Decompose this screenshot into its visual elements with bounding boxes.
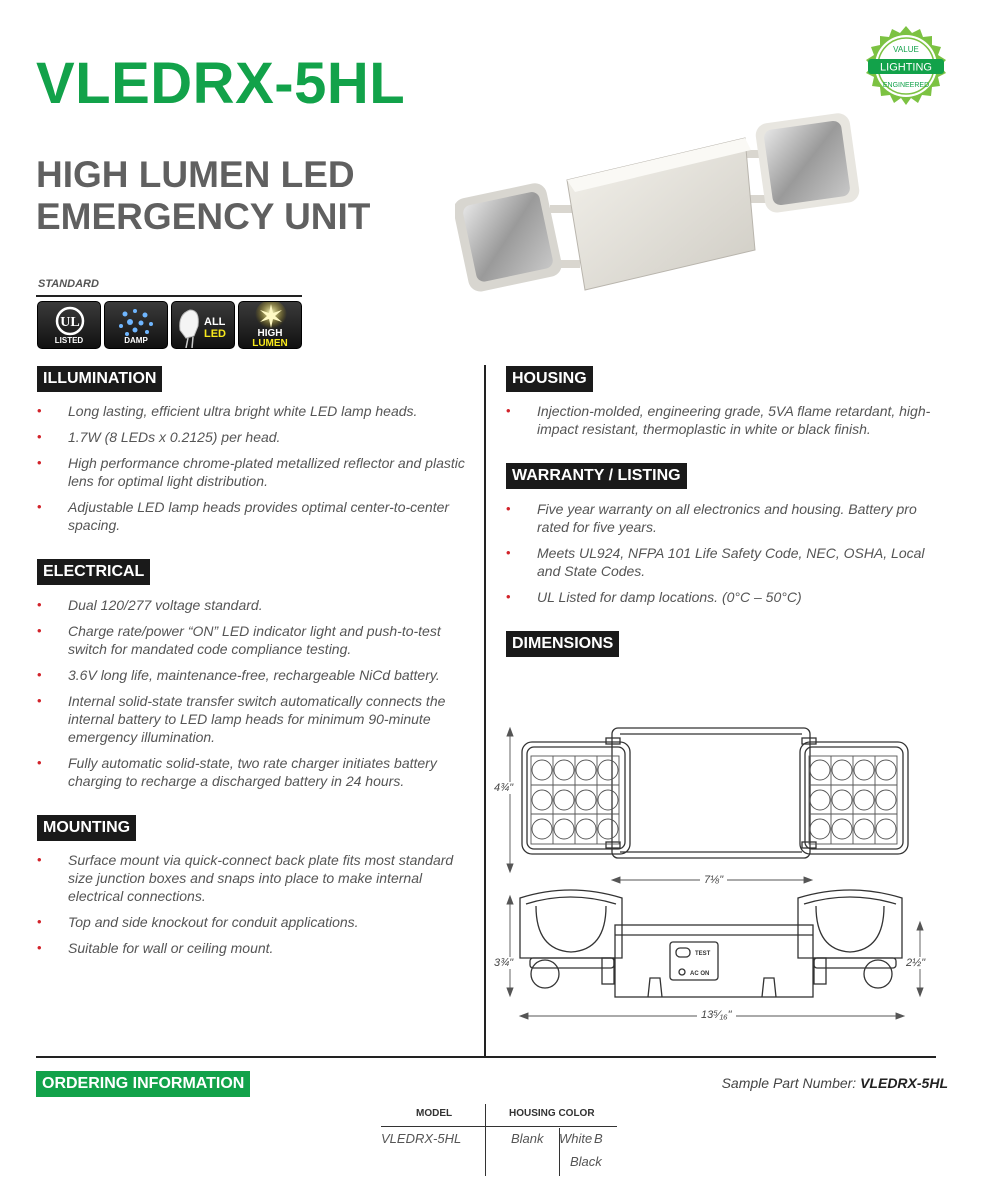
section-divider: [36, 1056, 936, 1058]
sample-value: VLEDRX-5HL: [860, 1075, 948, 1091]
badge-ul-listed: [37, 301, 101, 349]
list-item: • 3.6V long life, maintenance-free, rechargeable NiCd battery.: [37, 666, 477, 684]
subtitle-line-2: EMERGENCY UNIT: [36, 196, 371, 237]
list-item: • Five year warranty on all electronics and housing. Battery pro rated for five years.: [506, 500, 936, 536]
electrical-list: [37, 596, 477, 798]
test-switch-label: TEST: [695, 951, 711, 957]
standard-label: STANDARD: [38, 278, 99, 290]
seal-middle-text: LIGHTING: [880, 61, 932, 74]
seal-bottom-text: ENGINEERED: [882, 82, 930, 89]
ordering-heading: ORDERING INFORMATION: [36, 1071, 250, 1097]
list-item: • High performance chrome-plated metallized reflector and plastic lens for optimal light distribution.: [37, 454, 472, 490]
product-photo: [455, 110, 865, 295]
badge-damp-text: DAMP: [124, 336, 148, 345]
housing-list: [506, 402, 936, 446]
list-item: • Suitable for wall or ceiling mount.: [37, 939, 472, 957]
list-item: • Fully automatic solid-state, two rate charger initiates battery charging to recharge a discharged battery in 24 hours.: [37, 754, 477, 790]
illumination-list: [37, 402, 472, 542]
housing-heading: HOUSING: [506, 366, 593, 392]
col-housing-header: HOUSING COLOR: [509, 1108, 595, 1119]
badge-led-text: LED: [204, 328, 226, 340]
warranty-list: [506, 500, 936, 614]
badge-damp: [104, 301, 168, 349]
illumination-heading: ILLUMINATION: [37, 366, 162, 392]
badge-all-led: [171, 301, 235, 349]
list-item: • Surface mount via quick-connect back plate fits most standard size junction boxes and snaps into place to make internal electrical connections.: [37, 851, 472, 905]
electrical-heading: ELECTRICAL: [37, 559, 150, 585]
sample-part-number: [722, 1075, 948, 1091]
dim-height-front: 4¾": [494, 782, 514, 794]
color-code-blank: Blank: [511, 1131, 544, 1146]
svg-text:UL: UL: [60, 315, 80, 330]
sample-label: Sample Part Number:: [721, 1075, 857, 1091]
table-col-divider: [485, 1104, 486, 1176]
list-item: • Internal solid-state transfer switch automatically connects the internal battery to LED lamp heads for minimum 90-minute emergency illumination.: [37, 692, 477, 746]
badge-lumen-text: LUMEN: [252, 338, 288, 349]
mounting-list: [37, 851, 472, 965]
dim-overall-width: 13⁵⁄₁₆": [697, 1009, 736, 1021]
column-divider: [484, 365, 486, 1057]
badge-high-text: HIGH: [257, 328, 283, 339]
mounting-heading: MOUNTING: [37, 815, 136, 841]
subtitle-line-1: HIGH LUMEN LED: [36, 154, 355, 195]
warranty-heading: WARRANTY / LISTING: [506, 463, 687, 489]
dim-width-center: 7⅛": [700, 874, 727, 886]
led-grid-left: [531, 756, 619, 844]
color-code-b: B: [594, 1131, 603, 1146]
product-subtitle: [36, 154, 370, 238]
badge-ul-text: LISTED: [54, 336, 84, 345]
list-item: • Top and side knockout for conduit applications.: [37, 913, 472, 931]
value-engineered-seal-icon: [860, 25, 952, 117]
dimensions-drawing: [490, 720, 935, 1025]
list-item: • Injection-molded, engineering grade, 5VA flame retardant, high-impact resistant, thermoplastic in white or black finish.: [506, 402, 936, 438]
badge-high-lumen: [238, 301, 302, 349]
table-header-rule: [381, 1126, 617, 1127]
list-item: • 1.7W (8 LEDs x 0.2125) per head.: [37, 428, 472, 446]
standard-rule: [36, 295, 302, 297]
model-value: VLEDRX-5HL: [381, 1131, 462, 1146]
list-item: • Charge rate/power “ON” LED indicator light and push-to-test switch for mandated code compliance testing.: [37, 622, 477, 658]
led-grid-right: [809, 756, 897, 844]
col-model-header: MODEL: [416, 1108, 453, 1119]
product-title: VLEDRX-5HL: [36, 51, 406, 116]
list-item: • Dual 120/277 voltage standard.: [37, 596, 477, 614]
dim-depth: 2½": [906, 957, 926, 969]
dim-height-side: 3¾": [494, 957, 514, 969]
list-item: • UL Listed for damp locations. (0°C – 50°C): [506, 588, 936, 606]
list-item: • Meets UL924, NFPA 101 Life Safety Code, NEC, OSHA, Local and State Codes.: [506, 544, 936, 580]
color-black: Black: [570, 1154, 602, 1169]
list-item: • Adjustable LED lamp heads provides optimal center-to-center spacing.: [37, 498, 472, 534]
seal-top-text: VALUE: [893, 45, 919, 54]
badge-all-text: ALL: [204, 316, 226, 328]
color-white: White: [559, 1131, 593, 1146]
list-item: • Long lasting, efficient ultra bright white LED lamp heads.: [37, 402, 472, 420]
dimensions-heading: DIMENSIONS: [506, 631, 619, 657]
ac-on-label: AC ON: [690, 971, 710, 977]
